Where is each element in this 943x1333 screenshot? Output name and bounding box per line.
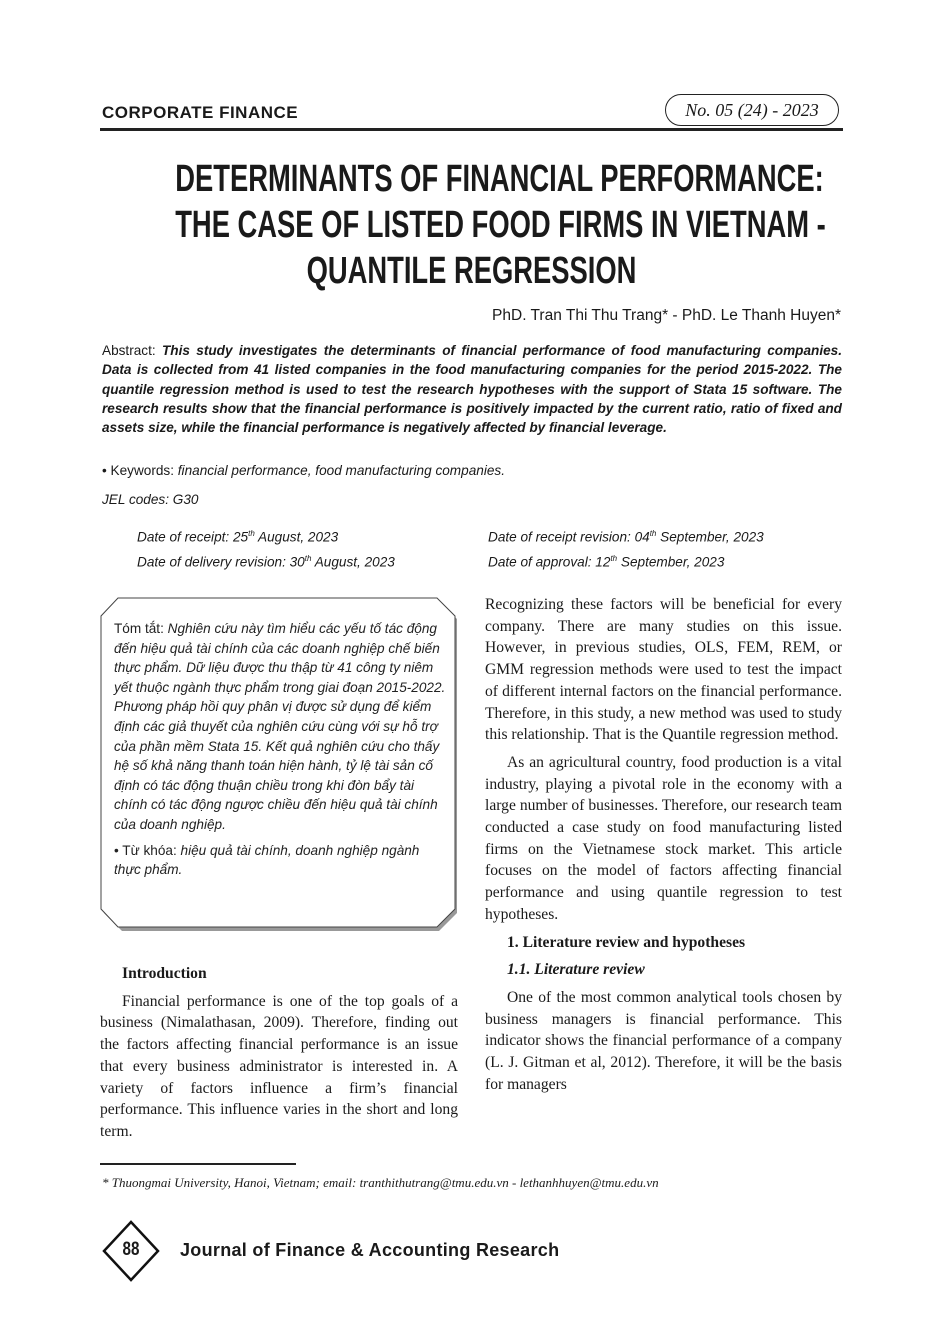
page-number-badge [101,1220,161,1282]
date-text: Date of receipt: 25 [137,529,249,545]
title-line: QUANTILE REGRESSION [306,250,637,292]
abstract-text: This study investigates the determinants of financial performance of food manufacturing companies. Data is collected from 41 listed companies in the food manufacturing companies for the period 2015-2022. The quantile regression method is used to test the research hypotheses with the support of Stata 15 software. The research results show that the financial performance is positively impacted by the current ratio, ratio of fixed and assets size, while the financial performance is negatively affected by financial leverage. [102,343,842,436]
article-title [60,156,883,294]
date-receipt [137,529,338,545]
paragraph: Financial performance is one of the top goals of a business (Nimalathasan, 2009). Therefore, finding out the factors affecting financial performance is an issue that every business administrator is interested in. A variety of factors influence a firm’s financial performance. This influence varies in the short and long term. [100,992,458,1140]
date-text: September, 2023 [617,554,725,570]
paragraph: As an agricultural country, food production is a vital industry, playing a pivotal role in the economy with a large number of businesses. Therefore, our research team conducted a case study on food manufacturing listed firms on the Vietnamese stock market. This article focuses on the model of factors affecting financial performance and using quantile regression to test hypotheses. [485,753,842,923]
footnote-rule [100,1163,296,1165]
title-line: DETERMINANTS OF FINANCIAL PERFORMANCE: [175,158,824,200]
date-ordinal: th [248,529,255,538]
paragraph: One of the most common analytical tools chosen by business managers is financial performance. This indicator shows the financial performance of a company (L. J. Gitman et al, 2012). Therefore, it will be the basis for managers [485,988,842,1093]
keywords-text: financial performance, food manufacturing companies. [177,463,505,478]
authors: PhD. Tran Thi Thu Trang* - PhD. Le Thanh Huyen* [492,307,841,324]
vn-keywords-text: hiệu quả tài chính, doanh nghiệp ngành thực phẩm. [114,842,420,878]
abstract-label: Abstract: [102,343,156,358]
date-receipt-revision [488,529,764,545]
date-ordinal: th [649,529,657,538]
keywords [102,463,505,478]
section-label: CORPORATE FINANCE [102,103,299,122]
date-text: August, 2023 [311,554,395,570]
keywords-label: • Keywords: [102,463,174,478]
date-ordinal: th [610,554,618,563]
section-heading-introduction: Introduction [122,965,207,982]
vn-abstract-label: Tóm tắt: [114,621,164,636]
page-number: 88 [122,1239,140,1260]
date-text: Date of delivery revision: 30 [137,554,305,570]
date-delivery-revision [137,554,395,570]
section-heading: 1. Literature review and hypotheses [507,933,746,951]
vn-keywords-label: • Từ khóa: [114,842,177,858]
header-rule [100,128,843,131]
vietnamese-abstract [114,619,449,880]
paragraph: Recognizing these factors will be beneficial for every company. There are many studies on this issue. However, in previous studies, OLS, FEM, REM, or GMM regression methods were used to test the impact of different internal factors on the financial performance. Therefore, in this study, a new method was used to study this relationship. That is the Quantile regression method. [485,596,842,744]
left-column [100,963,458,1149]
vn-abstract-text: Nghiên cứu này tìm hiểu các yếu tố tác động đến hiệu quả tài chính của các doanh nghiệp chế biến thực phẩm. Dữ liệu được thu thập từ 41 công ty niêm yết thuộc ngành thực phẩm trong giai đoạn 2015-2022. Phương pháp hồi quy phân vị được sử dụng để kiểm định các giả thuyết của nghiên cứu cùng với sự hỗ trợ của phần mềm Stata 15. Kết quả nghiên cứu cho thấy hệ số khả năng thanh toán hiện hành, tỷ lệ tài sản cố định có tác động thuận chiều trong khi đòn bẩy tài chính có tác động ngược chiều đến hiệu quả tài chính của doanh nghiệp. [114,621,446,832]
issue-badge: No. 05 (24) - 2023 [665,94,839,126]
title-line: THE CASE OF LISTED FOOD FIRMS IN VIETNAM - [175,204,826,246]
date-text: September, 2023 [656,529,764,545]
subsection-heading: 1.1. Literature review [507,961,645,979]
date-text: Date of receipt revision: 04 [488,529,650,545]
footnote: * Thuongmai University, Hanoi, Vietnam; email: tranthithutrang@tmu.edu.vn - lethanhhuyen@tmu.edu.vn [102,1175,659,1190]
date-approval [488,554,724,570]
date-ordinal: th [304,554,312,563]
abstract [102,341,842,437]
date-text: August, 2023 [254,529,339,545]
date-text: Date of approval: 12 [488,554,611,570]
journal-name: Journal of Finance & Accounting Research [180,1240,560,1260]
right-column [485,594,842,1101]
jel-codes: JEL codes: G30 [102,492,199,507]
